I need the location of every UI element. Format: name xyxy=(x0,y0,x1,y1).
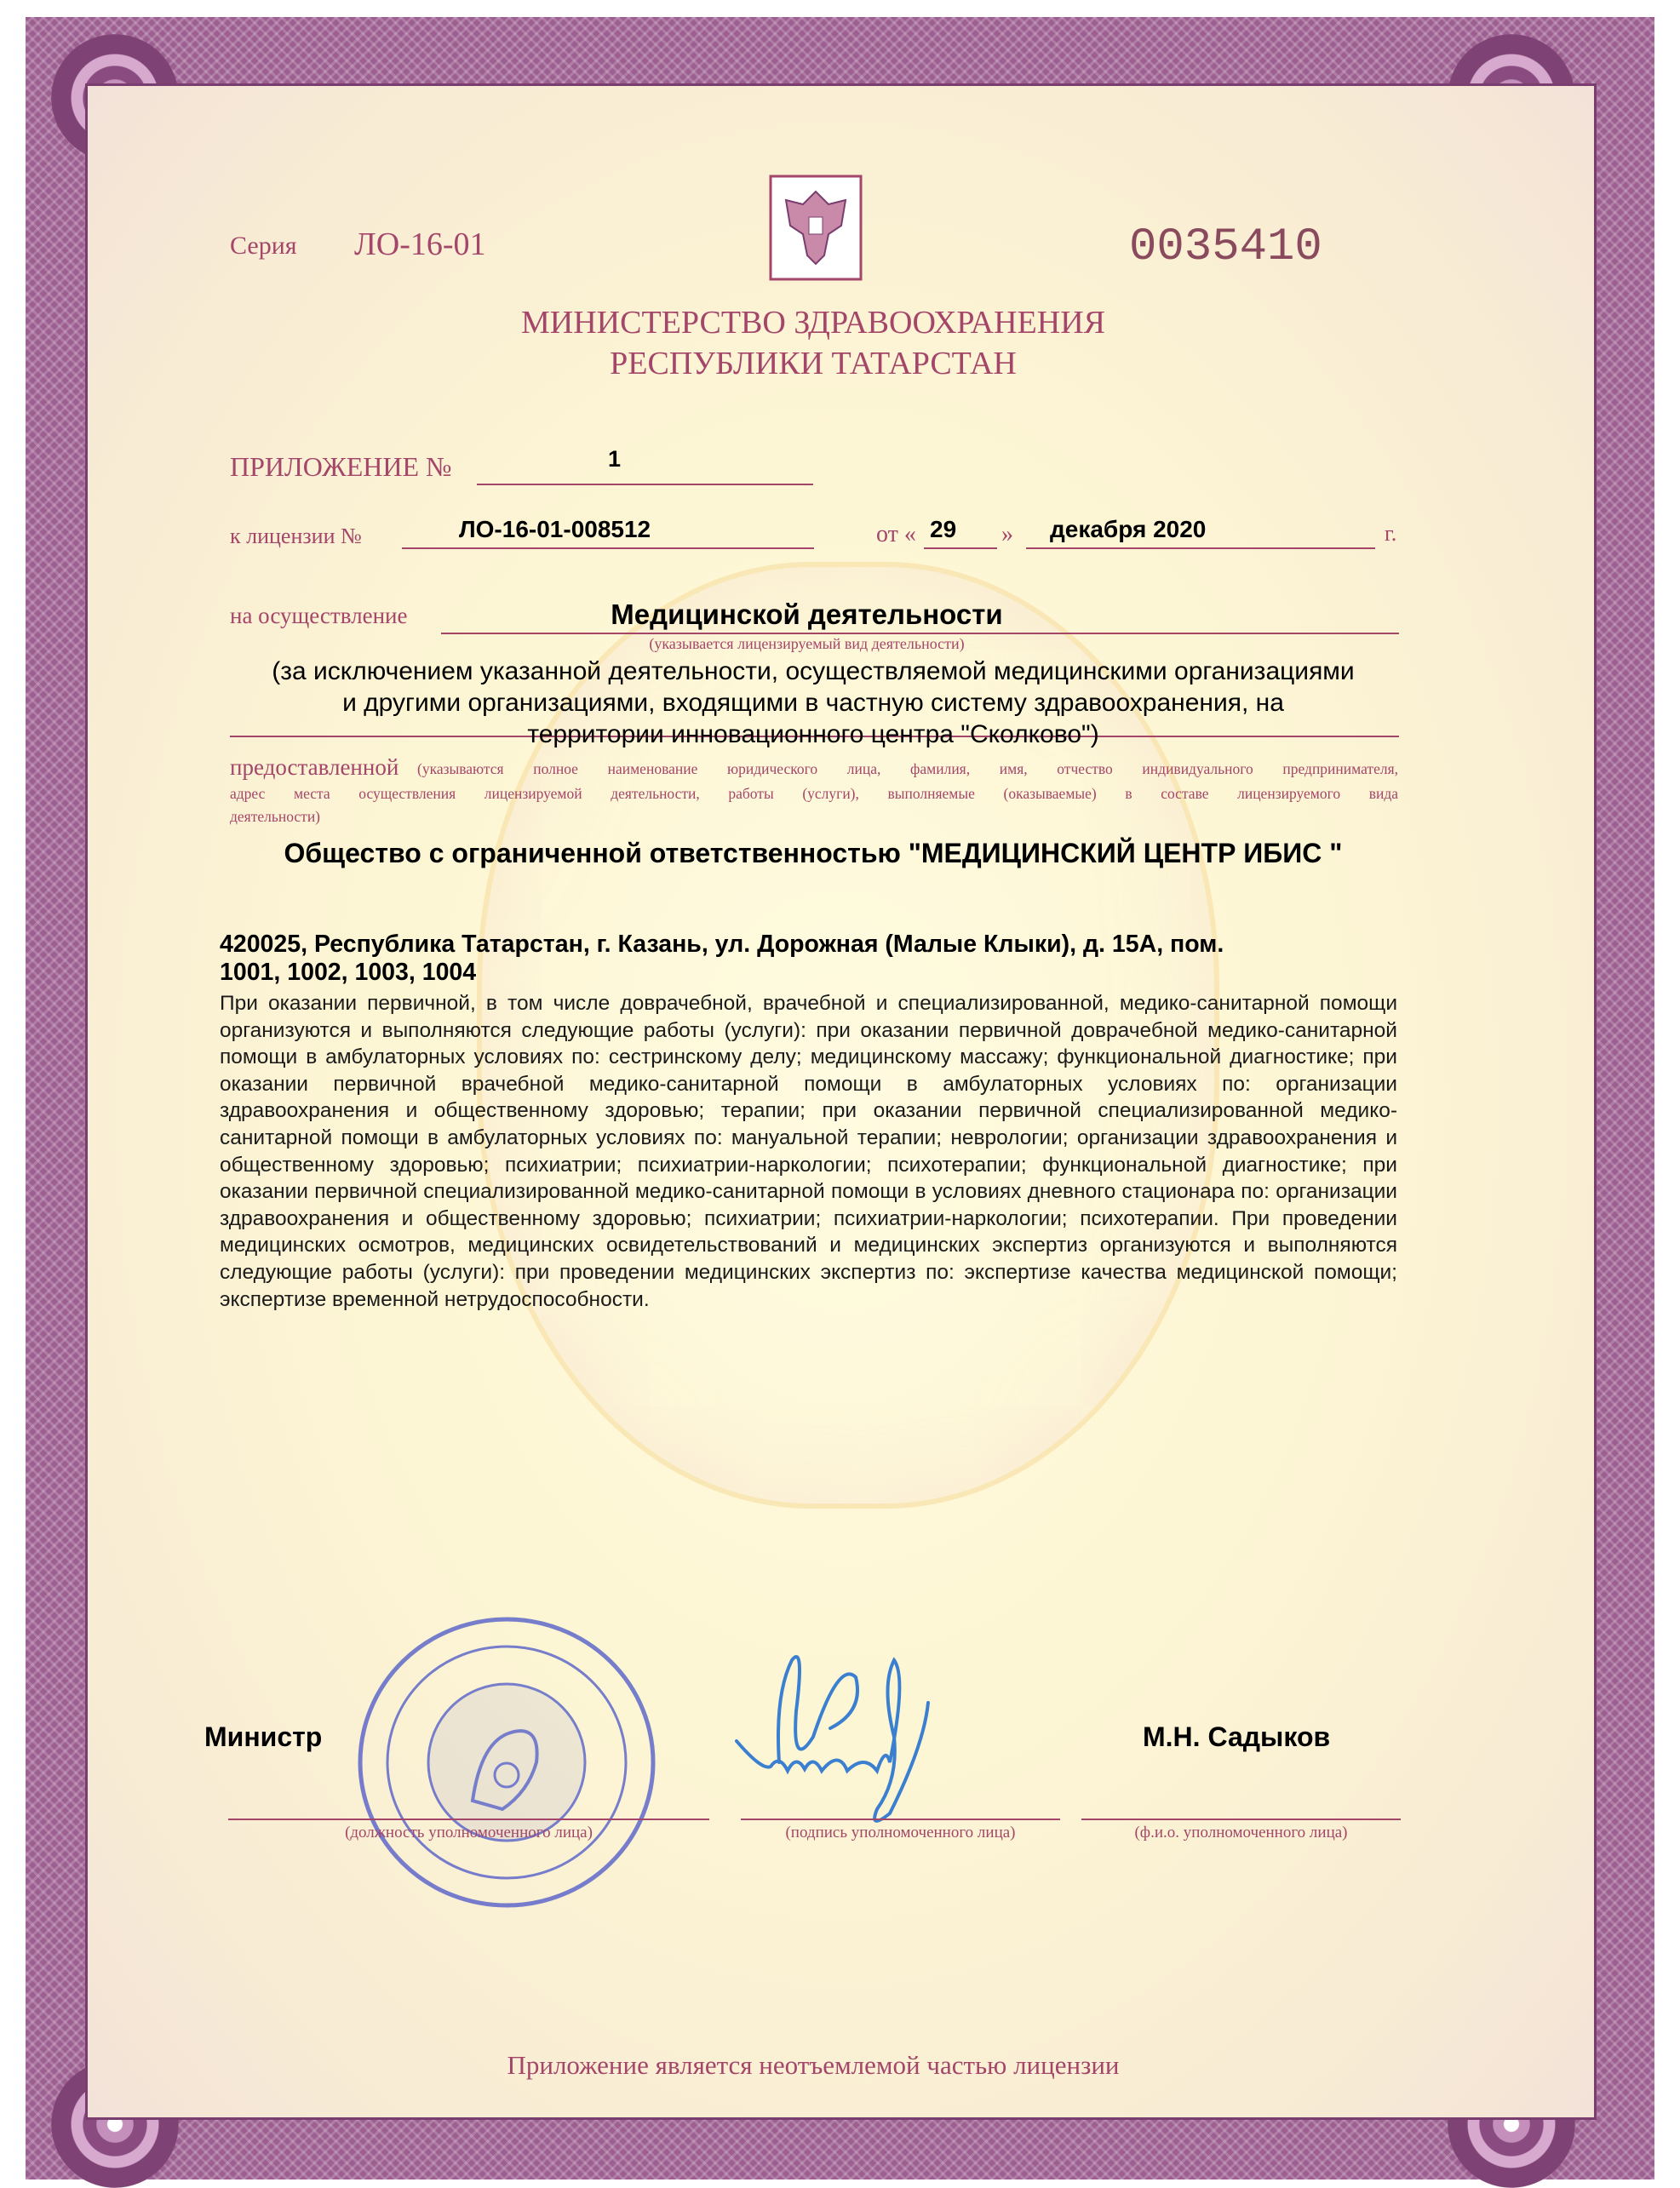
licensed-services-text: При оказании первичной, в том числе доврачебной, врачебной и специализированной, медико-санитарной помощи организуются и выполняются следующие работы (услуги): при оказании первичной доврачебной медико-санитарной помощи в амбулаторных условиях по: сестринскому делу; медицинскому массажу; функциональной диагностике; при оказании первичной врачебной медико-санитарной помощи в амбулаторных условиях по: организации здравоохранения и общественному здоровью; терапии; при оказании первичной специализированной медико-санитарной помощи в амбулаторных условиях по: мануальной терапии; неврологии; организации здравоохранения и общественному здоровью; психиатрии; психиатрии-наркологии; психотерапии; функциональной диагностике; при оказании первичной специализированной медико-санитарной помощи в условиях дневного стационара по: организации здравоохранения и общественному здоровью; психиатрии; психиатрии-наркологии; психотерапии. При проведении медицинских осмотров, медицинских освидетельствований и медицинских экспертиз организуются и выполняются следующие работы (услуги): при проведении медицинских экспертиз по: экспертизе качества медицинской помощи; экспертизе временной нетрудоспособности. xyxy=(220,992,1397,1311)
activity-label: на осуществление xyxy=(230,603,408,628)
name-caption: (ф.и.о. уполномоченного лица) xyxy=(1134,1824,1348,1841)
handwritten-signature xyxy=(728,1643,1009,1847)
footer-note: Приложение является неотъемлемой частью лицензии xyxy=(507,2050,1120,2080)
series-value: ЛО-16-01 xyxy=(354,226,486,262)
ministry-title-line1: МИНИСТЕРСТВО ЗДРАВООХРАНЕНИЯ xyxy=(521,305,1105,341)
signature-underline xyxy=(741,1819,1060,1820)
license-label: к лицензии № xyxy=(230,524,362,548)
activity-details-line: территории инновационного центра "Сколково") xyxy=(527,720,1099,748)
appendix-label: ПРИЛОЖЕНИЕ № xyxy=(230,451,452,482)
activity-underline xyxy=(441,633,1399,634)
position-underline xyxy=(228,1819,709,1820)
granted-caption: деятельности) xyxy=(230,808,321,825)
blank-number: 0035410 xyxy=(1129,221,1322,273)
activity-details-line: (за исключением указанной деятельности, осуществляемой медицинскими организациями xyxy=(272,657,1355,685)
license-number: ЛО-16-01-008512 xyxy=(459,516,651,542)
granted-caption: адрес места осуществления лицензируемой деятельности, работы (услуги), выполняемые (оказываемые) в составе лицензируемого вида xyxy=(230,785,1398,802)
activity-value: Медицинской деятельности xyxy=(611,599,1003,630)
license-number-underline xyxy=(402,547,814,549)
granted-caption: (указываются полное наименование юридического лица, фамилия, имя, отчество индивидуального предпринимателя, xyxy=(417,760,1398,777)
date-underline xyxy=(1026,547,1375,549)
name-underline xyxy=(1081,1819,1401,1820)
appendix-number: 1 xyxy=(608,446,622,472)
granted-label: предоставленной xyxy=(230,754,399,780)
position-caption: (должность уполномоченного лица) xyxy=(345,1824,593,1841)
activity-details-line: и другими организациями, входящими в частную систему здравоохранения, на xyxy=(342,689,1284,717)
signature-caption: (подпись уполномоченного лица) xyxy=(785,1824,1016,1841)
organization-address: 420025, Республика Татарстан, г. Казань, ул. Дорожная (Малые Клыки), д. 15А, пом. xyxy=(220,931,1224,958)
organization-address: 1001, 1002, 1003, 1004 xyxy=(220,959,477,986)
series-label: Серия xyxy=(230,232,297,260)
signatory-position: Министр xyxy=(204,1721,323,1752)
signatory-name: М.Н. Садыков xyxy=(1143,1721,1331,1752)
day-underline xyxy=(924,547,997,549)
license-close-quote: » xyxy=(1001,521,1013,547)
coat-of-arms-icon xyxy=(769,175,863,281)
ministry-title-line2: РЕСПУБЛИКИ ТАТАРСТАН xyxy=(610,346,1017,381)
license-from-label: от « xyxy=(876,521,916,547)
activity-caption: (указывается лицензируемый вид деятельности) xyxy=(649,635,965,652)
appendix-underline xyxy=(477,484,813,485)
official-seal xyxy=(353,1613,660,1911)
license-year-suffix: г. xyxy=(1385,521,1397,546)
organization-name: Общество с ограниченной ответственностью "МЕДИЦИНСКИЙ ЦЕНТР ИБИС " xyxy=(284,838,1343,868)
license-month-year: декабря 2020 xyxy=(1050,516,1207,542)
license-day: 29 xyxy=(930,516,957,542)
